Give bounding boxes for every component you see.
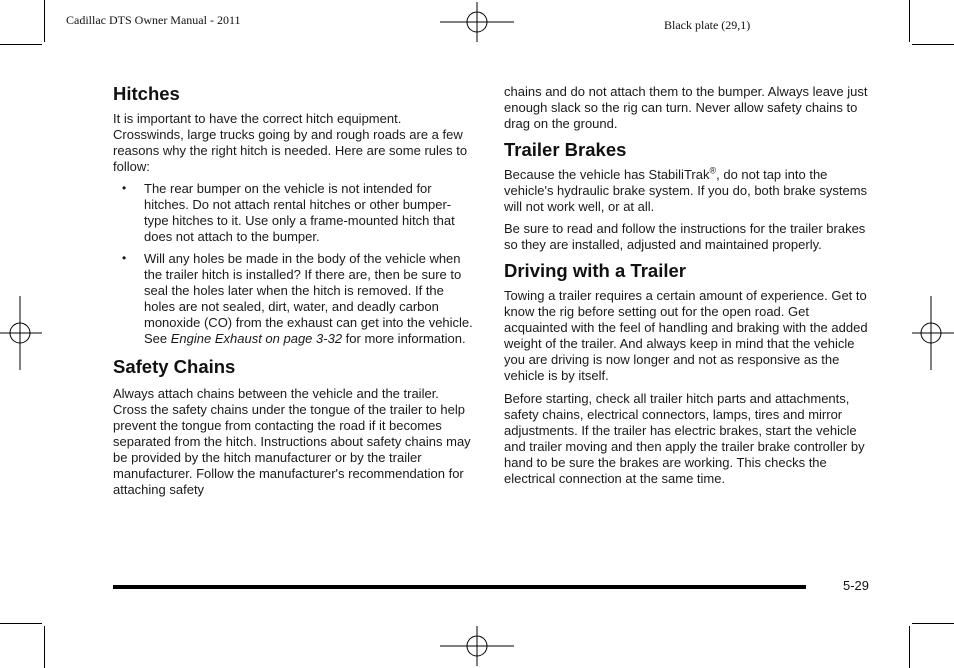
crop-mark-top-left-v bbox=[44, 0, 45, 42]
crop-mark-bottom-right-v bbox=[909, 626, 910, 668]
trailer-brakes-paragraph-1 bbox=[504, 167, 872, 215]
header-plate-label: Black plate (29,1) bbox=[664, 18, 751, 32]
safety-chains-body: Always attach chains between the vehicle and the trailer. Cross the safety chains under the tongue of the trailer to help prevent the tongue from contacting the road if it becomes separated from the hitch. Instructions about safety chains may be provided by the hitch manufacturer or by the trailer manufacturer. Follow the manufacturer's recommendation for attaching safety bbox=[113, 386, 471, 497]
list-item bbox=[113, 251, 475, 347]
driving-paragraph-2: Before starting, check all trailer hitch parts and attachments, safety chains, electrical connectors, lamps, tires and mirror adjustments. If the trailer has electric brakes, start the vehicle and trailer moving and then apply the trailer brake controller by hand to be sure the brakes are working. This checks the electrical connection at the same time. bbox=[504, 391, 865, 486]
safety-chains-continued: chains and do not attach them to the bumper. Always leave just enough slack so the rig can turn. Never allow safety chains to drag on the ground. bbox=[504, 84, 868, 131]
cross-reference-link[interactable]: Engine Exhaust on page 3-32 bbox=[170, 331, 343, 346]
trailer-brakes-p1-end: , do not tap into the vehicle's hydraulic brake system. If you do, both brake systems will not work well, or at all. bbox=[504, 167, 868, 214]
registration-mark-left bbox=[0, 296, 42, 370]
crop-mark-bottom-left-h bbox=[0, 623, 42, 624]
crop-mark-top-right-v bbox=[909, 0, 910, 42]
heading-driving-with-trailer: Driving with a Trailer bbox=[504, 260, 686, 281]
hitches-rules-list bbox=[113, 181, 475, 347]
heading-safety-chains: Safety Chains bbox=[113, 356, 236, 377]
registration-mark-right bbox=[912, 296, 954, 370]
hitches-intro: It is important to have the correct hitch equipment. Crosswinds, large trucks going by and rough roads are a few reasons why the right hitch is needed. Here are some rules to follow: bbox=[113, 111, 468, 174]
list-item bbox=[113, 181, 475, 245]
heading-hitches: Hitches bbox=[113, 83, 180, 104]
registered-mark: ® bbox=[709, 165, 717, 176]
bullet-glyph: • bbox=[122, 251, 127, 265]
left-column bbox=[113, 83, 475, 498]
heading-trailer-brakes: Trailer Brakes bbox=[504, 139, 627, 160]
list-item-text-end: for more information. bbox=[342, 331, 466, 346]
registration-mark-bottom bbox=[440, 626, 514, 666]
right-column bbox=[504, 84, 872, 487]
trailer-brakes-p1-start: Because the vehicle has StabiliTrak bbox=[504, 167, 710, 182]
driving-paragraph-1: Towing a trailer requires a certain amount of experience. Get to know the rig before setting out for the open road. Get acquainted with the feel of handling and braking with the added weight of the trailer. And always keep in mind that the vehicle you are driving is now longer and not as responsive as the vehicle is by itself. bbox=[504, 288, 868, 383]
trailer-brakes-paragraph-2: Be sure to read and follow the instructions for the trailer brakes so they are installed, adjusted and maintained properly. bbox=[504, 221, 866, 252]
crop-mark-top-right-h bbox=[912, 44, 954, 45]
crop-mark-top-left-h bbox=[0, 44, 42, 45]
registration-mark-top bbox=[440, 2, 514, 42]
bullet-glyph: • bbox=[122, 181, 127, 195]
footer-rule bbox=[113, 585, 806, 589]
list-item-text: Will any holes be made in the body of the vehicle when the trailer hitch is installed? If there are, then be sure to seal the holes later when the hitch is removed. If the holes are not sealed, dirt, water, and deadly carbon monoxide (CO) from the exhaust can get into the vehicle. See bbox=[144, 251, 473, 346]
page-number: 5-29 bbox=[843, 578, 870, 593]
header-manual-title: Cadillac DTS Owner Manual - 2011 bbox=[66, 13, 241, 27]
crop-mark-bottom-left-v bbox=[44, 626, 45, 668]
crop-mark-bottom-right-h bbox=[912, 623, 954, 624]
list-item-text: The rear bumper on the vehicle is not intended for hitches. Do not attach rental hitches or other bumper-type hitches to it. Use only a frame-mounted hitch that does not attach to the bumper. bbox=[144, 181, 455, 244]
